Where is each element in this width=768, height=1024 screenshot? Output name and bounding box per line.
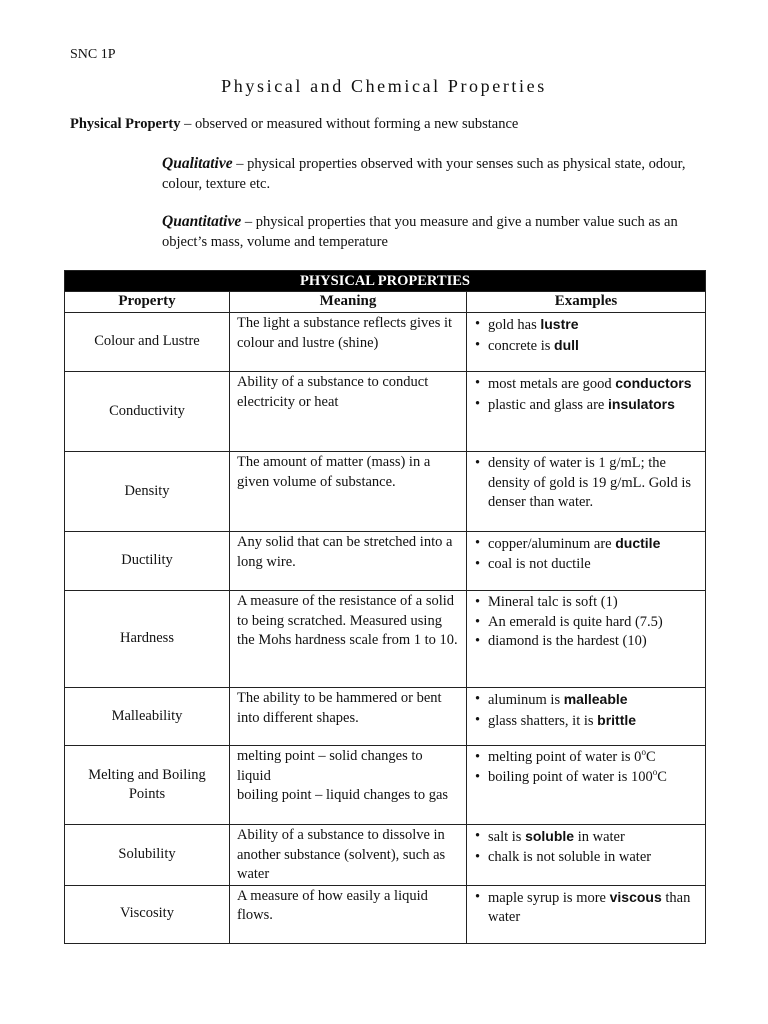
meaning-cell — [230, 591, 467, 688]
meaning-line: A measure of the resistance of a solid to being scratched. Measured using the Mohs hardness scale from 1 to 10. — [237, 593, 458, 648]
qualitative-definition — [162, 154, 702, 194]
example-keyword: insulators — [608, 395, 675, 412]
example-keyword: viscous — [609, 888, 662, 905]
example-item — [475, 315, 701, 336]
example-text: plastic and glass are — [488, 396, 608, 413]
examples-list — [475, 690, 701, 731]
example-text: chalk is not soluble in water — [488, 848, 652, 865]
physical-property-term: Physical Property — [70, 116, 181, 132]
examples-cell — [467, 591, 706, 688]
example-text: salt is — [488, 829, 526, 845]
example-item — [475, 613, 701, 633]
meaning-line: Ability of a substance to conduct electricity or heat — [237, 374, 429, 410]
property-cell: Melting and Boiling Points — [65, 746, 230, 825]
quantitative-definition — [162, 212, 702, 252]
examples-cell — [467, 313, 706, 372]
example-item — [475, 748, 701, 768]
example-item — [475, 336, 701, 357]
meaning-line: boiling point – liquid changes to gas — [237, 787, 449, 803]
examples-list — [475, 888, 701, 928]
example-item — [475, 395, 701, 416]
examples-list — [475, 454, 701, 513]
example-item — [475, 534, 701, 555]
examples-list — [475, 827, 701, 867]
example-keyword: dull — [554, 336, 579, 353]
property-cell: Hardness — [65, 591, 230, 688]
example-item — [475, 454, 701, 513]
example-item — [475, 888, 701, 928]
examples-list — [475, 593, 701, 652]
meaning-line: The amount of matter (mass) in a given volume of substance. — [237, 454, 431, 490]
qualitative-text: – physical properties observed with your senses such as physical state, odour, colour, texture etc. — [162, 156, 686, 192]
example-text: most metals are good — [488, 376, 616, 392]
examples-cell — [467, 885, 706, 943]
qualitative-term: Qualitative — [162, 155, 233, 172]
example-text: aluminum is — [488, 692, 564, 708]
example-item — [475, 555, 701, 575]
physical-property-definition — [70, 116, 518, 133]
property-cell: Viscosity — [65, 885, 230, 943]
column-header-examples: Examples — [467, 292, 706, 313]
examples-list — [475, 315, 701, 356]
example-keyword: brittle — [597, 711, 637, 728]
example-item — [475, 827, 701, 848]
table-row — [65, 825, 706, 886]
meaning-cell — [230, 746, 467, 825]
example-text: melting point of water is 0 — [488, 749, 642, 765]
example-text: glass shatters, it is — [488, 712, 598, 729]
example-keyword: lustre — [540, 316, 579, 332]
degree-superscript: o — [641, 747, 646, 758]
example-item — [475, 848, 701, 868]
example-text-after: in water — [574, 829, 625, 845]
example-text: An emerald is quite hard (7.5) — [488, 613, 663, 630]
example-text-after: C — [645, 749, 656, 765]
meaning-line: The light a substance reflects gives it colour and lustre (shine) — [237, 315, 453, 351]
example-text: Mineral talc is soft (1) — [488, 594, 618, 610]
table-row — [65, 452, 706, 532]
meaning-cell — [230, 372, 467, 452]
example-item — [475, 711, 701, 732]
meaning-line: The ability to be hammered or bent into different shapes. — [237, 690, 442, 726]
meaning-line: melting point – solid changes to liquid — [237, 748, 423, 784]
quantitative-term: Quantitative — [162, 213, 242, 230]
meaning-cell — [230, 532, 467, 591]
example-item — [475, 374, 701, 395]
examples-cell — [467, 746, 706, 825]
quantitative-text: – physical properties that you measure and give a number value such as an object’s mass, volume and temperature — [162, 214, 678, 250]
example-text-after: than water — [488, 889, 691, 925]
table-row — [65, 591, 706, 688]
examples-cell — [467, 532, 706, 591]
example-item — [475, 593, 701, 613]
example-keyword: ductile — [615, 535, 661, 551]
example-text: diamond is the hardest (10) — [488, 633, 647, 649]
property-cell: Colour and Lustre — [65, 313, 230, 372]
meaning-line: A measure of how easily a liquid flows. — [237, 887, 428, 923]
page-title: Physical and Chemical Properties — [221, 76, 547, 96]
table-row — [65, 313, 706, 372]
example-item — [475, 690, 701, 711]
meaning-line: Any solid that can be stretched into a long wire. — [237, 534, 453, 570]
example-text: copper/aluminum are — [488, 536, 616, 552]
examples-cell — [467, 825, 706, 886]
example-item — [475, 768, 701, 788]
property-cell: Conductivity — [65, 372, 230, 452]
example-text: boiling point of water is 100 — [488, 768, 653, 785]
property-cell: Malleability — [65, 688, 230, 746]
example-text: coal is not ductile — [488, 555, 591, 572]
meaning-line: Ability of a substance to dissolve in another substance (solvent), such as water — [237, 827, 446, 882]
examples-list — [475, 534, 701, 574]
property-cell: Ductility — [65, 532, 230, 591]
example-item — [475, 632, 701, 652]
meaning-cell — [230, 452, 467, 532]
column-header-meaning: Meaning — [230, 292, 467, 313]
table-row — [65, 532, 706, 591]
examples-cell — [467, 452, 706, 532]
meaning-cell — [230, 885, 467, 943]
table-row — [65, 746, 706, 825]
physical-properties-table — [64, 270, 706, 944]
examples-list — [475, 748, 701, 787]
table-title: PHYSICAL PROPERTIES — [65, 271, 706, 292]
example-text: density of water is 1 g/mL; the density of gold is 19 g/mL. Gold is denser than water. — [488, 455, 691, 510]
meaning-cell — [230, 313, 467, 372]
table-row — [65, 885, 706, 943]
example-keyword: soluble — [525, 828, 575, 844]
example-text: gold has — [488, 317, 541, 333]
examples-cell — [467, 372, 706, 452]
examples-list — [475, 374, 701, 415]
property-cell: Density — [65, 452, 230, 532]
degree-superscript: o — [652, 766, 658, 777]
column-header-row — [65, 292, 706, 313]
meaning-cell — [230, 825, 467, 886]
physical-property-text: – observed or measured without forming a new substance — [180, 116, 519, 132]
course-code: SNC 1P — [70, 47, 116, 62]
table-row — [65, 372, 706, 452]
table-row — [65, 688, 706, 746]
example-text: maple syrup is more — [488, 889, 610, 906]
examples-cell — [467, 688, 706, 746]
table-header-row — [65, 271, 706, 292]
example-keyword: conductors — [615, 375, 692, 391]
meaning-cell — [230, 688, 467, 746]
property-cell: Solubility — [65, 825, 230, 886]
example-text-after: C — [657, 768, 667, 785]
example-text: concrete is — [488, 337, 555, 354]
column-header-property: Property — [65, 292, 230, 313]
example-keyword: malleable — [563, 691, 628, 707]
